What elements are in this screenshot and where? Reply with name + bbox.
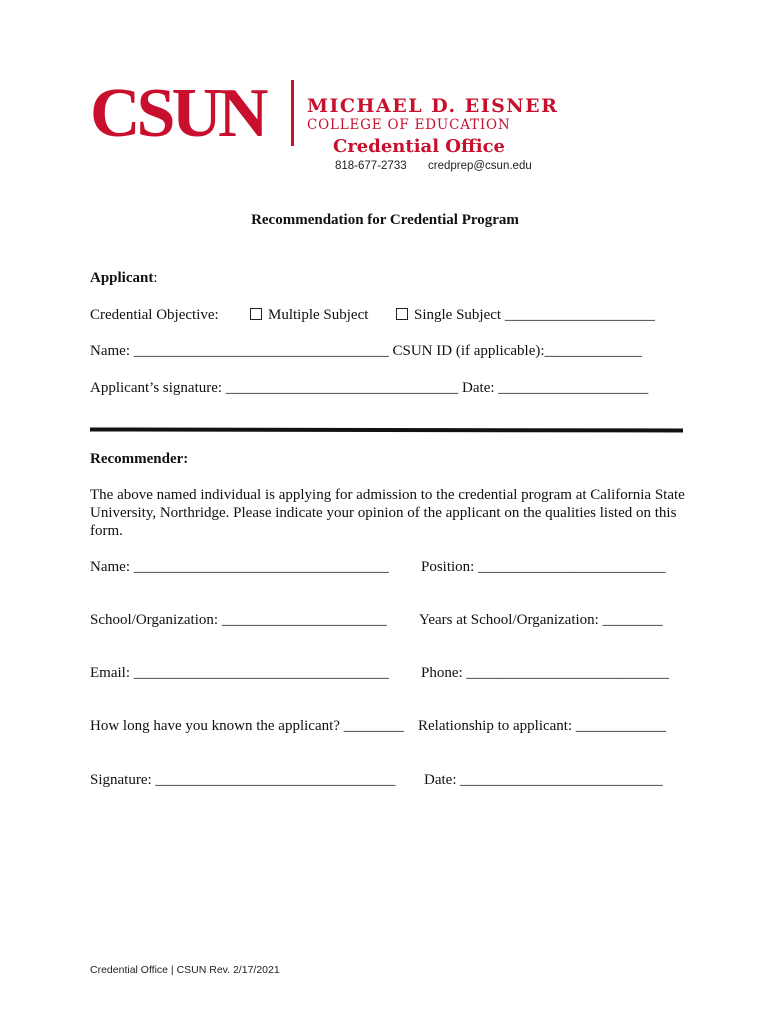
school-organization-field[interactable]: School/Organization: ______________________ (90, 612, 387, 628)
relationship-field[interactable]: Relationship to applicant: ____________ (418, 718, 666, 734)
recommender-intro: The above named individual is applying for admission to the credential program at California State University, Northridge. Please indicate your opinion of the applicant on the qualities listed on this form. (90, 487, 685, 539)
recommender-date-field[interactable]: Date: ___________________________ (424, 772, 663, 788)
multiple-subject-checkbox[interactable] (250, 308, 262, 320)
recommender-name-field[interactable]: Name: __________________________________ (90, 559, 389, 575)
recommender-email-field[interactable]: Email: __________________________________ (90, 665, 389, 681)
footer-revision: Credential Office | CSUN Rev. 2/17/2021 (90, 964, 280, 976)
recommender-heading: Recommender: (90, 451, 189, 467)
form-title: Recommendation for Credential Program (251, 212, 519, 228)
recommender-signature-field[interactable]: Signature: ________________________________ (90, 772, 396, 788)
years-at-organization-field[interactable]: Years at School/Organization: ________ (419, 612, 663, 628)
office-title: Credential Office (333, 136, 506, 157)
applicant-heading (90, 270, 158, 287)
college-subtitle: COLLEGE OF EDUCATION (307, 117, 511, 133)
college-name: MICHAEL D. EISNER (307, 95, 559, 117)
single-subject-checkbox[interactable] (396, 308, 408, 320)
credential-objective-label: Credential Objective: (90, 307, 219, 323)
multiple-subject-label: Multiple Subject (268, 307, 369, 323)
applicant-heading-colon: : (153, 270, 158, 286)
office-email: credprep@csun.edu (428, 160, 532, 172)
single-subject-option[interactable] (396, 307, 655, 324)
logo-divider (291, 80, 294, 146)
applicant-signature-field[interactable]: Applicant’s signature: _______________________________ Date: ____________________ (90, 380, 649, 396)
single-subject-label: Single Subject ____________________ (414, 307, 655, 323)
section-divider (90, 427, 683, 432)
applicant-name-field[interactable]: Name: __________________________________ CSUN ID (if applicable):_____________ (90, 343, 643, 359)
recommender-phone-field[interactable]: Phone: ___________________________ (421, 665, 669, 681)
office-phone: 818-677-2733 (335, 160, 407, 172)
csun-logo: CSUN (90, 75, 265, 152)
recommender-position-field[interactable]: Position: _________________________ (421, 559, 666, 575)
applicant-heading-text: Applicant (90, 270, 154, 286)
multiple-subject-option[interactable] (250, 307, 368, 324)
years-known-field[interactable]: How long have you known the applicant? ________ (90, 718, 404, 734)
